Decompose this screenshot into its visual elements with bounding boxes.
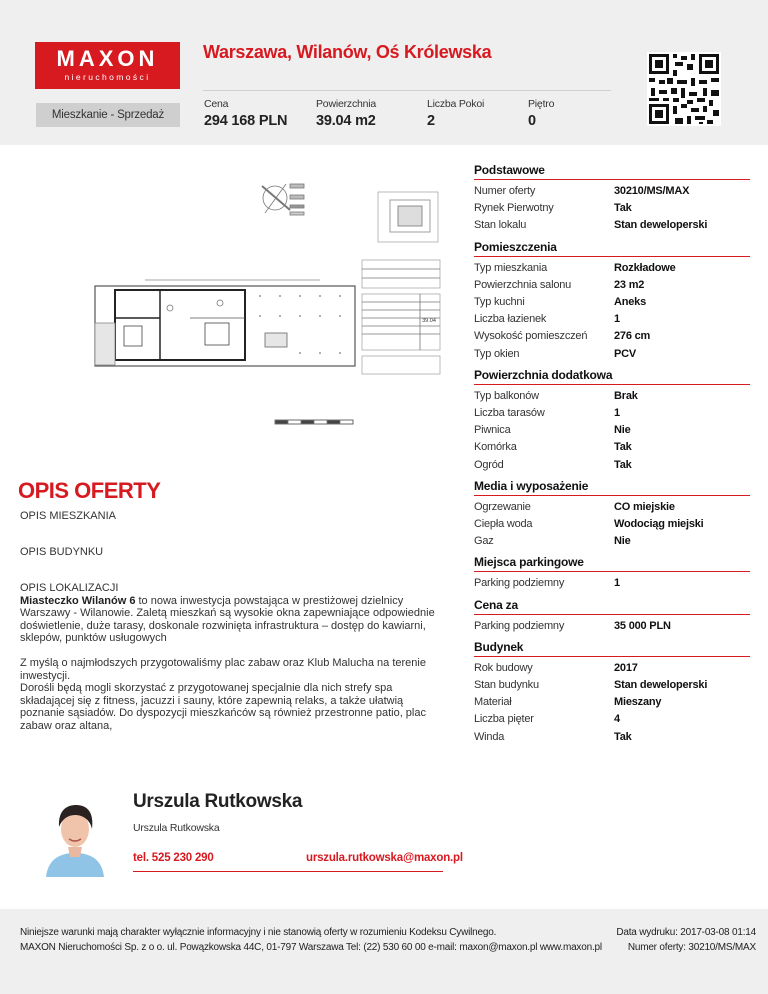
detail-row	[474, 729, 750, 746]
detail-value: Mieszany	[614, 696, 662, 709]
detail-row	[474, 328, 750, 345]
section-cena-za	[474, 598, 750, 635]
location-description-heading: OPIS LOKALIZACJI	[20, 582, 119, 594]
location-text: to nowa inwestycja powstająca w prestiżowej dzielnicy Warszawy - Wilanowie. Zaletą mieszkań są wysokie okna zapewniające odpowiednie doświetlenie, duże tarasy, doskonale rozwinięta infrastruktura – dostęp do kawiarni, sklepów, punktów usługowych	[20, 594, 435, 644]
area-value: 39.04 m2	[316, 113, 376, 129]
detail-value: Rozkładowe	[614, 261, 676, 274]
detail-value: 1	[614, 577, 620, 590]
detail-label: Stan lokalu	[474, 219, 527, 232]
plan-area-label: 39.04	[422, 318, 436, 324]
detail-row	[474, 183, 750, 200]
detail-row	[474, 277, 750, 294]
footer-company-info: MAXON Nieruchomości Sp. z o o. ul. Powązkowska 44C, 01-797 Warszawa Tel: (22) 530 60 00 e-mail: maxon@maxon.pl www.maxon.pl	[20, 942, 602, 953]
rooms-value: 2	[427, 113, 435, 129]
price-field	[204, 98, 287, 129]
detail-row	[474, 294, 750, 311]
section-title: Powierzchnia dodatkowa	[474, 368, 750, 385]
detail-label: Typ mieszkania	[474, 261, 548, 274]
detail-value: Tak	[614, 730, 632, 743]
detail-label: Typ kuchni	[474, 296, 525, 309]
floor-field	[528, 98, 554, 129]
location-description	[20, 582, 440, 645]
detail-label: Rok budowy	[474, 661, 533, 674]
price-label: Cena	[204, 98, 229, 110]
detail-value: 23 m2	[614, 278, 645, 291]
detail-label: Wysokość pomieszczeń	[474, 330, 588, 343]
building-description-heading: OPIS BUDYNKU	[20, 546, 104, 558]
detail-value: 30210/MS/MAX	[614, 185, 690, 197]
detail-value: CO miejskie	[614, 500, 675, 513]
detail-value: 1	[614, 313, 620, 326]
footer-print-date: Data wydruku: 2017-03-08 01:14	[616, 927, 756, 938]
section-title: Miejsca parkingowe	[474, 555, 750, 572]
footer-disclaimer: Niniejsze warunki mają charakter wyłącznie informacyjny i nie stanowią oferty w rozumieniu Kodeksu Cywilnego.	[20, 927, 497, 938]
detail-label: Piwnica	[474, 424, 511, 437]
detail-row	[474, 516, 750, 533]
detail-label: Liczba tarasów	[474, 407, 545, 420]
detail-label: Typ balkonów	[474, 389, 539, 402]
location-description-text	[20, 595, 440, 645]
logo-sub-text: nieruchomości	[64, 72, 151, 82]
detail-row	[474, 260, 750, 277]
detail-label: Ogród	[474, 458, 504, 471]
detail-row	[474, 217, 750, 234]
detail-value: Aneks	[614, 296, 647, 309]
footer-offer-number: Numer oferty: 30210/MS/MAX	[627, 942, 756, 953]
description-title: OPIS OFERTY	[18, 478, 161, 503]
detail-label: Liczba łazienek	[474, 313, 547, 326]
section-title: Cena za	[474, 598, 750, 615]
detail-label: Powierzchnia salonu	[474, 278, 572, 291]
detail-value: Brak	[614, 389, 638, 402]
header-divider	[203, 90, 611, 91]
detail-row	[474, 677, 750, 694]
detail-value: 35 000 PLN	[614, 619, 671, 632]
detail-label: Gaz	[474, 535, 494, 548]
section-title: Budynek	[474, 640, 750, 657]
detail-label: Rynek Pierwotny	[474, 202, 554, 215]
logo-main-text: MAXON	[56, 46, 159, 71]
detail-row	[474, 422, 750, 439]
offer-details	[474, 163, 750, 751]
apartment-description-heading: OPIS MIESZKANIA	[20, 510, 116, 522]
detail-value: Nie	[614, 424, 631, 437]
detail-row	[474, 346, 750, 363]
detail-value: PCV	[614, 347, 637, 360]
detail-row	[474, 311, 750, 328]
detail-label: Numer oferty	[474, 185, 536, 197]
detail-row	[474, 694, 750, 711]
agent-name: Urszula Rutkowska	[133, 791, 303, 812]
offer-address: Warszawa, Wilanów, Oś Królewska	[203, 42, 492, 62]
detail-row	[474, 388, 750, 405]
agent-email-link[interactable]: urszula.rutkowska@maxon.pl	[306, 852, 463, 864]
area-field	[316, 98, 376, 129]
detail-value: Stan deweloperski	[614, 679, 708, 692]
description-paragraph: Z myślą o najmłodszych przygotowaliśmy plac zabaw oraz Klub Malucha na terenie inwestycji.	[20, 657, 426, 682]
detail-row	[474, 405, 750, 422]
description-paragraph-2: Dorośli będą mogli skorzystać z przygotowanej specjalnie dla nich strefy spa składającej się z fitness, jacuzzi i sauny, które zapewnią relaks, a także ułatwią poznanie sąsiadów. Do dyspozycji mieszkańców są również przestronne patio, plac zabaw oraz altana,	[20, 682, 426, 732]
area-label: Powierzchnia	[316, 98, 377, 110]
detail-row	[474, 533, 750, 550]
detail-value: Tak	[614, 458, 632, 471]
detail-value: Stan deweloperski	[614, 219, 708, 232]
floor-value: 0	[528, 113, 536, 129]
price-value: 294 168 PLN	[204, 113, 288, 129]
detail-value: Wodociąg miejski	[614, 518, 704, 531]
detail-label: Ciepła woda	[474, 518, 533, 531]
rooms-label: Liczba Pokoi	[427, 98, 485, 110]
floor-plan-image	[40, 168, 450, 436]
detail-label: Materiał	[474, 696, 512, 709]
detail-row	[474, 457, 750, 474]
detail-label: Parking podziemny	[474, 619, 565, 632]
agent-divider	[133, 871, 443, 872]
detail-row	[474, 499, 750, 516]
section-title: Media i wyposażenie	[474, 479, 750, 496]
section-miejsca-parkingowe	[474, 555, 750, 592]
agent-avatar	[42, 795, 108, 877]
section-podstawowe	[474, 163, 750, 235]
detail-label: Liczba pięter	[474, 713, 534, 726]
qr-code-icon[interactable]	[647, 52, 721, 126]
detail-row	[474, 711, 750, 728]
detail-row	[474, 575, 750, 592]
section-pomieszczenia	[474, 240, 750, 363]
detail-value: 4	[614, 713, 620, 726]
detail-row	[474, 660, 750, 677]
detail-value: 2017	[614, 661, 638, 674]
detail-label: Parking podziemny	[474, 577, 565, 590]
floor-label: Piętro	[528, 98, 555, 110]
detail-label: Komórka	[474, 441, 517, 454]
location-investment-name: Miasteczko Wilanów 6	[20, 594, 136, 607]
detail-label: Winda	[474, 730, 505, 743]
detail-value: Tak	[614, 441, 632, 454]
maxon-logo[interactable]	[35, 42, 180, 89]
section-title: Podstawowe	[474, 163, 750, 180]
detail-label: Stan budynku	[474, 679, 539, 692]
detail-value: 276 cm	[614, 330, 651, 343]
section-budynek	[474, 640, 750, 746]
agent-phone-link[interactable]: tel. 525 230 290	[133, 852, 214, 864]
detail-label: Typ okien	[474, 347, 520, 360]
rooms-field	[427, 98, 484, 129]
footer	[0, 909, 768, 994]
detail-row	[474, 618, 750, 635]
agent-subtitle: Urszula Rutkowska	[133, 822, 220, 834]
section-powierzchnia-dodatkowa	[474, 368, 750, 474]
detail-label: Ogrzewanie	[474, 500, 531, 513]
detail-value: Tak	[614, 202, 632, 215]
detail-value: 1	[614, 407, 620, 420]
section-media-i-wyposażenie	[474, 479, 750, 551]
detail-row	[474, 439, 750, 456]
header	[0, 0, 768, 145]
detail-row	[474, 200, 750, 217]
detail-value: Nie	[614, 535, 631, 548]
offer-type-badge: Mieszkanie - Sprzedaż	[36, 103, 180, 127]
section-title: Pomieszczenia	[474, 240, 750, 257]
